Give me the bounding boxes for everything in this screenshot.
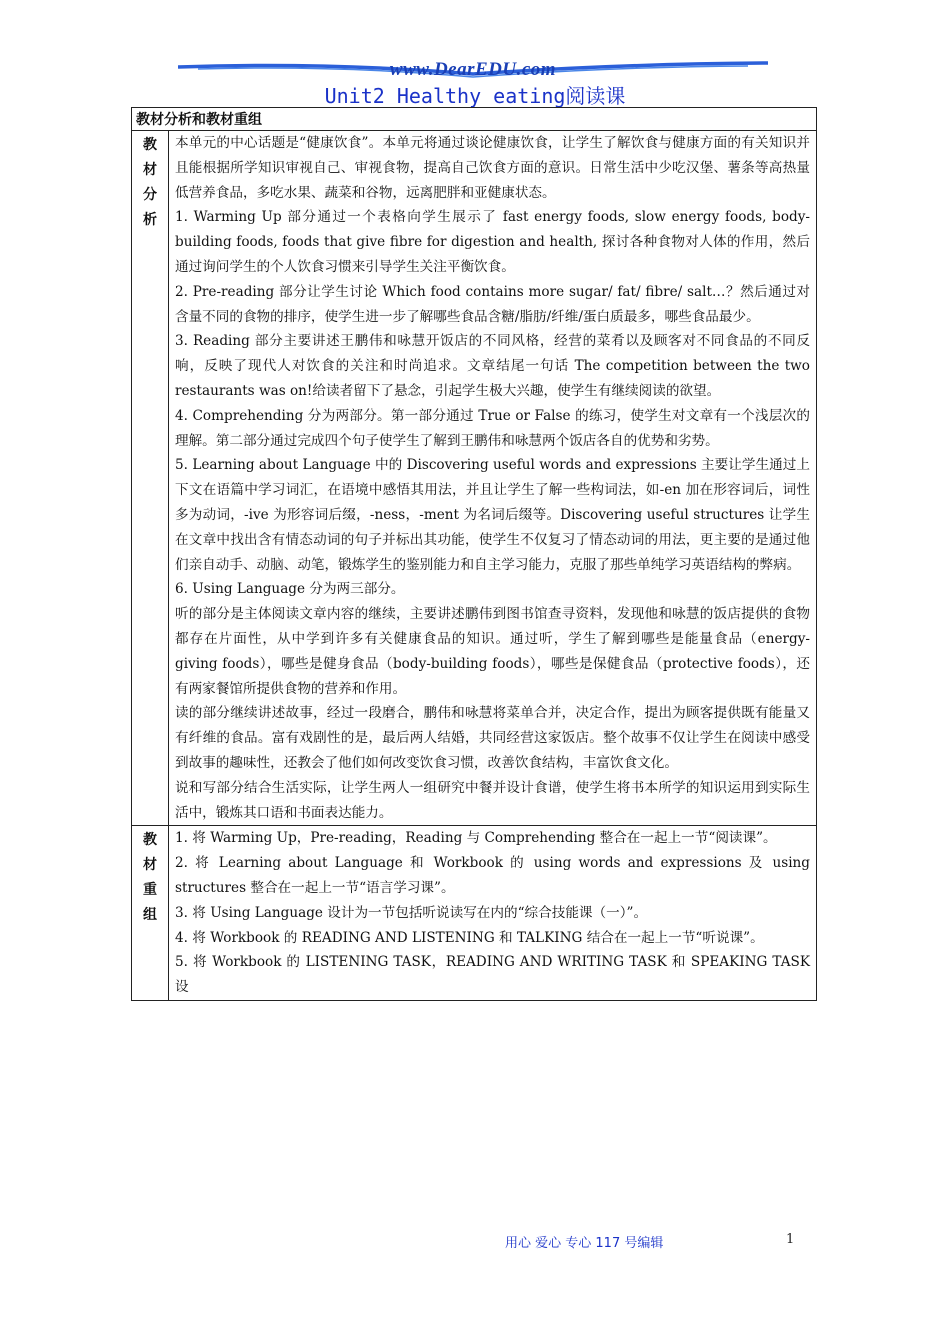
paragraph: 说和写部分结合生活实际，让学生两人一组研究中餐并设计食谱，使学生将书本所学的知识运用到实际生活中，锻炼其口语和书面表达能力。 <box>175 779 810 821</box>
paragraph: 4. 将 Workbook 的 READING AND LISTENING 和 TALKING 结合在一起上一节“听说课”。 <box>175 929 764 946</box>
paragraph: 本单元的中心话题是“健康饮食”。本单元将通过谈论健康饮食，让学生了解饮食与健康方面的有关知识并且能根据所学知识审视自己、审视食物，提高自己饮食方面的意识。日常生活中少吃汉堡、薯条等高热量低营养食品，多吃水果、蔬菜和谷物，远离肥胖和亚健康状态。 <box>175 135 810 201</box>
table-header-row <box>132 108 817 131</box>
restructure-label <box>132 826 169 1001</box>
footer-note: 用心 爱心 专心 117 号编辑 <box>505 1236 664 1251</box>
analysis-content <box>169 131 817 826</box>
page-title <box>0 80 950 109</box>
analysis-table <box>131 107 817 1001</box>
site-name: www.DearEDU.com <box>389 59 557 80</box>
paragraph: 2. Pre-reading 部分让学生讨论 Which food contains more sugar/ fat/ fibre/ salt…？然后通过对含量不同的食物的排序，使学生进一步了解哪些食品含糖/脂肪/纤维/蛋白质最多，哪些食品最少。 <box>175 283 810 325</box>
paragraph: 听的部分是主体阅读文章内容的继续，主要讲述鹏伟到图书馆查寻资料，发现他和咏慧的饭店提供的食物都存在片面性，从中学到许多有关健康食品的知识。通过听，学生了解到哪些是能量食品（energy-giving foods），哪些是健身食品（body-building foods），哪些是保健食品（protective foods），还有两家餐馆所提供食物的营养和作用。 <box>175 606 810 697</box>
paragraph: 4. Comprehending 分为两部分。第一部分通过 True or False 的练习，使学生对文章有一个浅层次的理解。第二部分通过完成四个句子使学生了解到王鹏伟和咏慧两个饭店各自的优势和劣势。 <box>175 407 810 449</box>
paragraph: 2. 将 Learning about Language 和 Workbook 的 using words and expressions 及 using structures 整合在一起上一节“语言学习课”。 <box>175 855 810 896</box>
paragraph: 3. Reading 部分主要讲述王鹏伟和咏慧开饭店的不同风格，经营的菜肴以及顾客对不同食品的不同反响，反映了现代人对饮食的关注和时尚追求。文章结尾一句话 The competition between the two restaurants was on!给读者留下了悬念，引起学生极大兴趣，使学生有继续阅读的欲望。 <box>175 333 810 399</box>
paragraph: 读的部分继续讲述故事，经过一段磨合，鹏伟和咏慧将菜单合并，决定合作，提出为顾客提供既有能量又有纤维的食品。富有戏剧性的是，最后两人结婚，共同经营这家饭店。整个故事不仅让学生在阅读中感受到故事的趣味性，还教会了他们如何改变饮食习惯，改善饮食结构，丰富饮食文化。 <box>175 705 810 771</box>
label-char: 材 <box>143 857 157 874</box>
label-char: 材 <box>143 162 157 178</box>
title-chinese: 阅读课 <box>565 84 626 108</box>
page-number: 1 <box>786 1232 795 1247</box>
label-char: 教 <box>143 832 157 849</box>
label-char: 分 <box>143 187 157 203</box>
paragraph: 3. 将 Using Language 设计为一节包括听说读写在内的“综合技能课（一）”。 <box>175 904 648 921</box>
paragraph: 5. Learning about Language 中的 Discovering useful words and expressions 主要让学生通过上下文在语篇中学习词汇，在语境中感悟其用法，并且让学生了解一些构词法，如-en 加在形容词后，词性多为动词，-ive 为形容词后缀，-ness，-ment 为名词后缀等。Discovering useful structures 让学生在文章中找出含有情态动词的句子并标出其功能，使学生不仅复习了情态动词的用法，更主要的是通过他们亲自动手、动脑、动笔，锻炼学生的鉴别能力和自主学习能力，克服了那些单纯学习英语结构的弊病。 <box>175 457 810 573</box>
label-char: 析 <box>143 212 157 228</box>
paragraph: 1. Warming Up 部分通过一个表格向学生展示了 fast energy foods, slow energy foods, body-building foods, foods that give fibre for digestion and health, 探讨各种食物对人体的作用，然后通过询问学生的个人饮食习惯来引导学生关注平衡饮食。 <box>175 209 810 275</box>
analysis-label <box>132 131 169 826</box>
analysis-row <box>132 131 817 826</box>
label-char: 组 <box>143 907 157 924</box>
table-heading: 教材分析和教材重组 <box>132 108 817 131</box>
paragraph: 6. Using Language 分为两三部分。 <box>175 581 405 598</box>
paragraph: 1. 将 Warming Up，Pre-reading，Reading 与 Comprehending 整合在一起上一节“阅读课”。 <box>175 830 777 847</box>
restructure-content <box>169 826 817 1001</box>
label-char: 教 <box>143 137 157 153</box>
label-char: 重 <box>143 882 157 899</box>
restructure-row <box>132 826 817 1001</box>
title-english: Unit2 Healthy eating <box>324 84 566 108</box>
paragraph: 5. 将 Workbook 的 LISTENING TASK，READING AND WRITING TASK 和 SPEAKING TASK 设 <box>175 954 810 996</box>
